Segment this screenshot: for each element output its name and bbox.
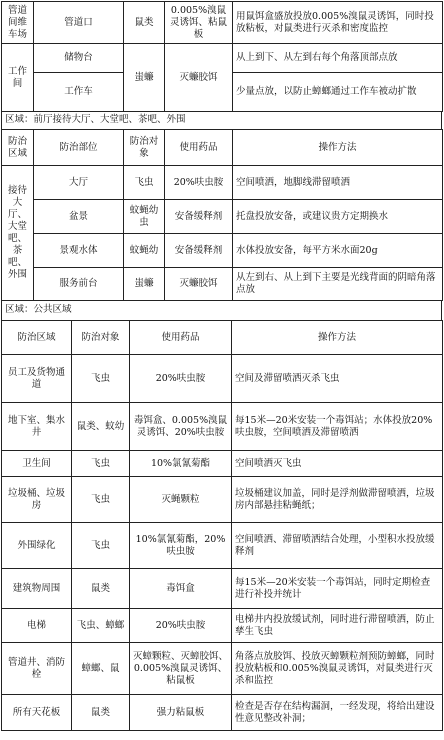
target-cell: 蟑螂、鼠 <box>72 643 130 695</box>
region-title-public-area: 区域：公共区域 <box>1 300 442 320</box>
method-cell: 空间喷洒，地脚线滞留喷洒 <box>233 166 443 200</box>
area-cell: 接待大厅、大堂吧、茶吧、外围 <box>2 166 34 301</box>
drug-cell: 强力粘鼠板 <box>130 695 232 731</box>
part-cell: 服务前台 <box>34 268 124 301</box>
header-cell: 操作方法 <box>232 321 443 355</box>
method-cell: 从左到右、从上到下主要是光线背面的阴暗角落点放 <box>233 268 443 301</box>
method-cell: 电梯井内投放缓试剂，同时进行滞留喷洒，防止孳生飞虫 <box>232 609 443 643</box>
target-cell: 蚊蝇幼虫 <box>124 200 165 234</box>
target-cell: 鼠类 <box>72 695 130 731</box>
header-cell: 防治对象 <box>124 130 165 166</box>
area-cell: 员工及货物通道 <box>2 355 72 403</box>
table-row <box>2 609 443 643</box>
table-section-3 <box>1 320 443 731</box>
table-row <box>2 643 443 695</box>
method-cell: 托盘投放安备，或建议贵方定期换水 <box>233 200 443 234</box>
method-cell: 用鼠饵盒盛放投放0.005%溴鼠灵诱饵，同时投放粘板，对鼠类进行灭杀和密度监控 <box>233 2 443 44</box>
method-cell: 空间喷洒灭飞虫 <box>232 451 443 477</box>
part-cell: 管道口 <box>34 2 124 44</box>
drug-cell: 20%呋虫胺 <box>165 166 233 200</box>
method-cell: 少量点放，以防止蟑螂通过工作车被动扩散 <box>233 73 443 112</box>
drug-cell: 10%氯氰菊酯，20%呋虫胺 <box>130 523 232 569</box>
part-cell: 景观水体 <box>34 234 124 268</box>
target-cell: 飞虫 <box>72 355 130 403</box>
method-cell: 每15米—20米安装一个毒饵站，同时定期检查进行补投并统计 <box>232 569 443 609</box>
part-cell: 大厅 <box>34 166 124 200</box>
table-row <box>2 477 443 523</box>
table-header-row <box>2 130 443 166</box>
header-cell: 操作方法 <box>233 130 443 166</box>
table-row <box>2 2 443 44</box>
header-cell: 防治区域 <box>2 321 72 355</box>
table-row <box>2 355 443 403</box>
table-row <box>2 268 443 301</box>
drug-cell: 安备缓释剂 <box>165 234 233 268</box>
table-section-1 <box>1 1 443 112</box>
area-cell: 卫生间 <box>2 451 72 477</box>
table-row <box>2 523 443 569</box>
header-cell: 防治区域 <box>2 130 34 166</box>
table-row <box>2 234 443 268</box>
drug-cell: 灭蠊胶饵 <box>165 44 233 112</box>
table-row <box>2 569 443 609</box>
area-cell: 管道间维车场 <box>2 2 34 44</box>
method-cell: 垃圾桶建议加盖，同时是浮剂做滞留喷洒，垃圾房内部悬挂粘蝇纸； <box>232 477 443 523</box>
header-cell: 使用药品 <box>165 130 233 166</box>
table-row <box>2 44 443 73</box>
target-cell: 飞虫 <box>72 477 130 523</box>
target-cell: 蚩蠊 <box>124 44 165 112</box>
area-cell: 电梯 <box>2 609 72 643</box>
part-cell: 储物台 <box>34 44 124 73</box>
method-cell: 空间及滞留喷洒灭杀飞虫 <box>232 355 443 403</box>
area-cell: 外围绿化 <box>2 523 72 569</box>
method-cell: 检查是否存在结构漏洞，一经发现，将给出建设性意见整改补洞； <box>232 695 443 731</box>
header-cell: 防治部位 <box>34 130 124 166</box>
area-cell: 建筑物周围 <box>2 569 72 609</box>
drug-cell: 20%呋虫胺 <box>130 355 232 403</box>
area-cell: 所有天花板 <box>2 695 72 731</box>
area-cell: 工作间 <box>2 44 34 112</box>
table-row <box>2 166 443 200</box>
header-cell: 使用药品 <box>130 321 232 355</box>
method-cell: 空间喷洒、滞留喷洒结合处理，小型积水投放缓释剂 <box>232 523 443 569</box>
region-title-front-hall: 区域：前厅接待大厅、大堂吧、茶吧、外围 <box>1 112 442 129</box>
drug-cell: 20%呋虫胺 <box>130 609 232 643</box>
target-cell: 蚊蝇幼 <box>124 234 165 268</box>
drug-cell: 毒饵盒、0.005%溴鼠灵诱饵、20%呋虫胺 <box>130 403 232 451</box>
header-cell: 防治对象 <box>72 321 130 355</box>
target-cell: 鼠类 <box>72 569 130 609</box>
area-cell: 管道井、消防栓 <box>2 643 72 695</box>
part-cell: 盆景 <box>34 200 124 234</box>
drug-cell: 安备缓释剂 <box>165 200 233 234</box>
target-cell: 飞虫、蟑螂 <box>72 609 130 643</box>
drug-cell: 灭蠊胶饵 <box>165 268 233 301</box>
area-cell: 垃圾桶、垃圾房 <box>2 477 72 523</box>
method-cell: 从上到下、从左到右每个角落顶部点放 <box>233 44 443 73</box>
table-row <box>2 695 443 731</box>
method-cell: 水体投放安备，每平方米水面20g <box>233 234 443 268</box>
drug-cell: 灭蟑颗粒、灭蟑胶饵、0.005%溴鼠灵诱饵、粘鼠板 <box>130 643 232 695</box>
target-cell: 飞虫 <box>72 451 130 477</box>
drug-cell: 10%氯氰菊酯 <box>130 451 232 477</box>
method-cell: 每15米—20米安装一个毒饵站；水体投放20%呋虫胺，空间喷洒及滞留喷洒 <box>232 403 443 451</box>
part-cell: 工作车 <box>34 73 124 112</box>
table-row <box>2 403 443 451</box>
target-cell: 飞虫 <box>124 166 165 200</box>
target-cell: 蚩蠊 <box>124 268 165 301</box>
method-cell: 角落点放胶饵、投放灭蟑颗粒剂预防蟑螂，同时投放粘板和0.005%溴鼠灵诱饵，对鼠类进行灭杀和监控 <box>232 643 443 695</box>
table-row <box>2 200 443 234</box>
table-section-2 <box>1 129 443 301</box>
table-row <box>2 451 443 477</box>
table-header-row <box>2 321 443 355</box>
drug-cell: 灭蝇颗粒 <box>130 477 232 523</box>
target-cell: 鼠类 <box>124 2 165 44</box>
area-cell: 地下室、集水井 <box>2 403 72 451</box>
target-cell: 鼠类、蚊幼 <box>72 403 130 451</box>
target-cell: 飞虫 <box>72 523 130 569</box>
drug-cell: 毒饵盒 <box>130 569 232 609</box>
drug-cell: 0.005%溴鼠灵诱饵、粘鼠板 <box>165 2 233 44</box>
